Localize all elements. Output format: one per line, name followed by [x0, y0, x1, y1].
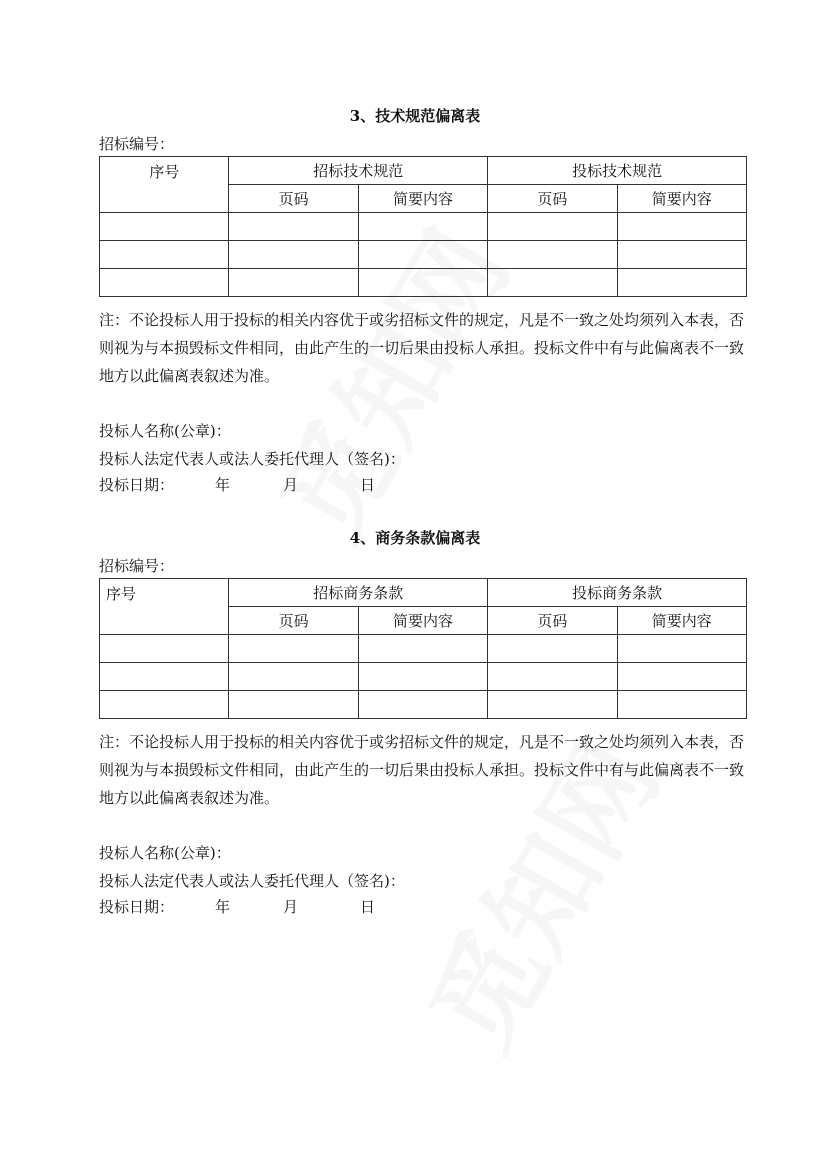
table-cell[interactable]	[488, 269, 617, 297]
month-label: 月	[283, 476, 299, 494]
table-cell[interactable]	[488, 635, 617, 663]
header-sub: 简要内容	[358, 185, 487, 213]
day-label: 日	[360, 476, 376, 494]
header-seq: 序号	[100, 157, 229, 213]
table-cell[interactable]	[100, 663, 229, 691]
deviation-table	[99, 578, 747, 719]
year-label: 年	[215, 898, 231, 916]
date-label: 投标日期：	[99, 476, 175, 494]
day-label: 日	[360, 898, 376, 916]
header-group-bid: 投标商务条款	[488, 579, 747, 607]
date-label: 投标日期：	[99, 898, 175, 916]
note-text: 注：不论投标人用于投标的相关内容优于或劣招标文件的规定，凡是不一致之处均须列入本表，否则视为与本损毁标文件相同，由此产生的一切后果由投标人承担。投标文件中有与此偏离表不一致地方以此偏离表叙述为准。	[99, 733, 745, 807]
table-cell[interactable]	[358, 635, 487, 663]
table-row	[100, 213, 747, 241]
table-cell[interactable]	[617, 691, 746, 719]
table-row	[100, 635, 747, 663]
representative-label: 投标人法定代表人或法人委托代理人（签名)：	[99, 450, 405, 468]
table-cell[interactable]	[100, 635, 229, 663]
table-cell[interactable]	[358, 213, 487, 241]
table-cell[interactable]	[229, 663, 358, 691]
table-cell[interactable]	[100, 269, 229, 297]
table-cell[interactable]	[617, 241, 746, 269]
table-cell[interactable]	[358, 241, 487, 269]
header-sub: 页码	[229, 607, 358, 635]
table-cell[interactable]	[229, 213, 358, 241]
table-row	[100, 663, 747, 691]
table-cell[interactable]	[488, 691, 617, 719]
header-seq: 序号	[100, 579, 229, 635]
bidder-name-label: 投标人名称(公章)：	[99, 422, 231, 440]
table-cell[interactable]	[229, 241, 358, 269]
table-cell[interactable]	[617, 269, 746, 297]
header-sub: 简要内容	[617, 185, 746, 213]
table-row	[100, 691, 747, 719]
table-cell[interactable]	[100, 691, 229, 719]
note-text: 注：不论投标人用于投标的相关内容优于或劣招标文件的规定，凡是不一致之处均须列入本表，否则视为与本损毁标文件相同，由此产生的一切后果由投标人承担。投标文件中有与此偏离表不一致地方以此偏离表叙述为准。	[99, 311, 745, 385]
year-label: 年	[215, 476, 231, 494]
header-sub: 简要内容	[617, 607, 746, 635]
section-title: 4、商务条款偏离表	[349, 529, 481, 547]
header-group-tender: 招标商务条款	[229, 579, 488, 607]
header-sub: 页码	[229, 185, 358, 213]
table-cell[interactable]	[617, 213, 746, 241]
table-cell[interactable]	[358, 269, 487, 297]
header-sub: 页码	[488, 607, 617, 635]
table-cell[interactable]	[488, 663, 617, 691]
representative-label: 投标人法定代表人或法人委托代理人（签名)：	[99, 872, 405, 890]
table-cell[interactable]	[358, 691, 487, 719]
table-row	[100, 241, 747, 269]
table-cell[interactable]	[358, 663, 487, 691]
section-title: 3、技术规范偏离表	[349, 107, 481, 125]
table-cell[interactable]	[100, 213, 229, 241]
header-sub: 简要内容	[358, 607, 487, 635]
deviation-table	[99, 156, 747, 297]
header-sub: 页码	[488, 185, 617, 213]
table-cell[interactable]	[100, 241, 229, 269]
table-cell[interactable]	[488, 213, 617, 241]
table-cell[interactable]	[488, 241, 617, 269]
bidder-name-label: 投标人名称(公章)：	[99, 844, 231, 862]
header-group-tender: 招标技术规范	[229, 157, 488, 185]
month-label: 月	[283, 898, 299, 916]
bid-number-label: 招标编号：	[99, 557, 175, 575]
table-cell[interactable]	[617, 663, 746, 691]
table-cell[interactable]	[229, 269, 358, 297]
table-row	[100, 269, 747, 297]
header-group-bid: 投标技术规范	[488, 157, 747, 185]
table-cell[interactable]	[229, 635, 358, 663]
table-cell[interactable]	[229, 691, 358, 719]
table-cell[interactable]	[617, 635, 746, 663]
bid-number-label: 招标编号：	[99, 135, 175, 153]
